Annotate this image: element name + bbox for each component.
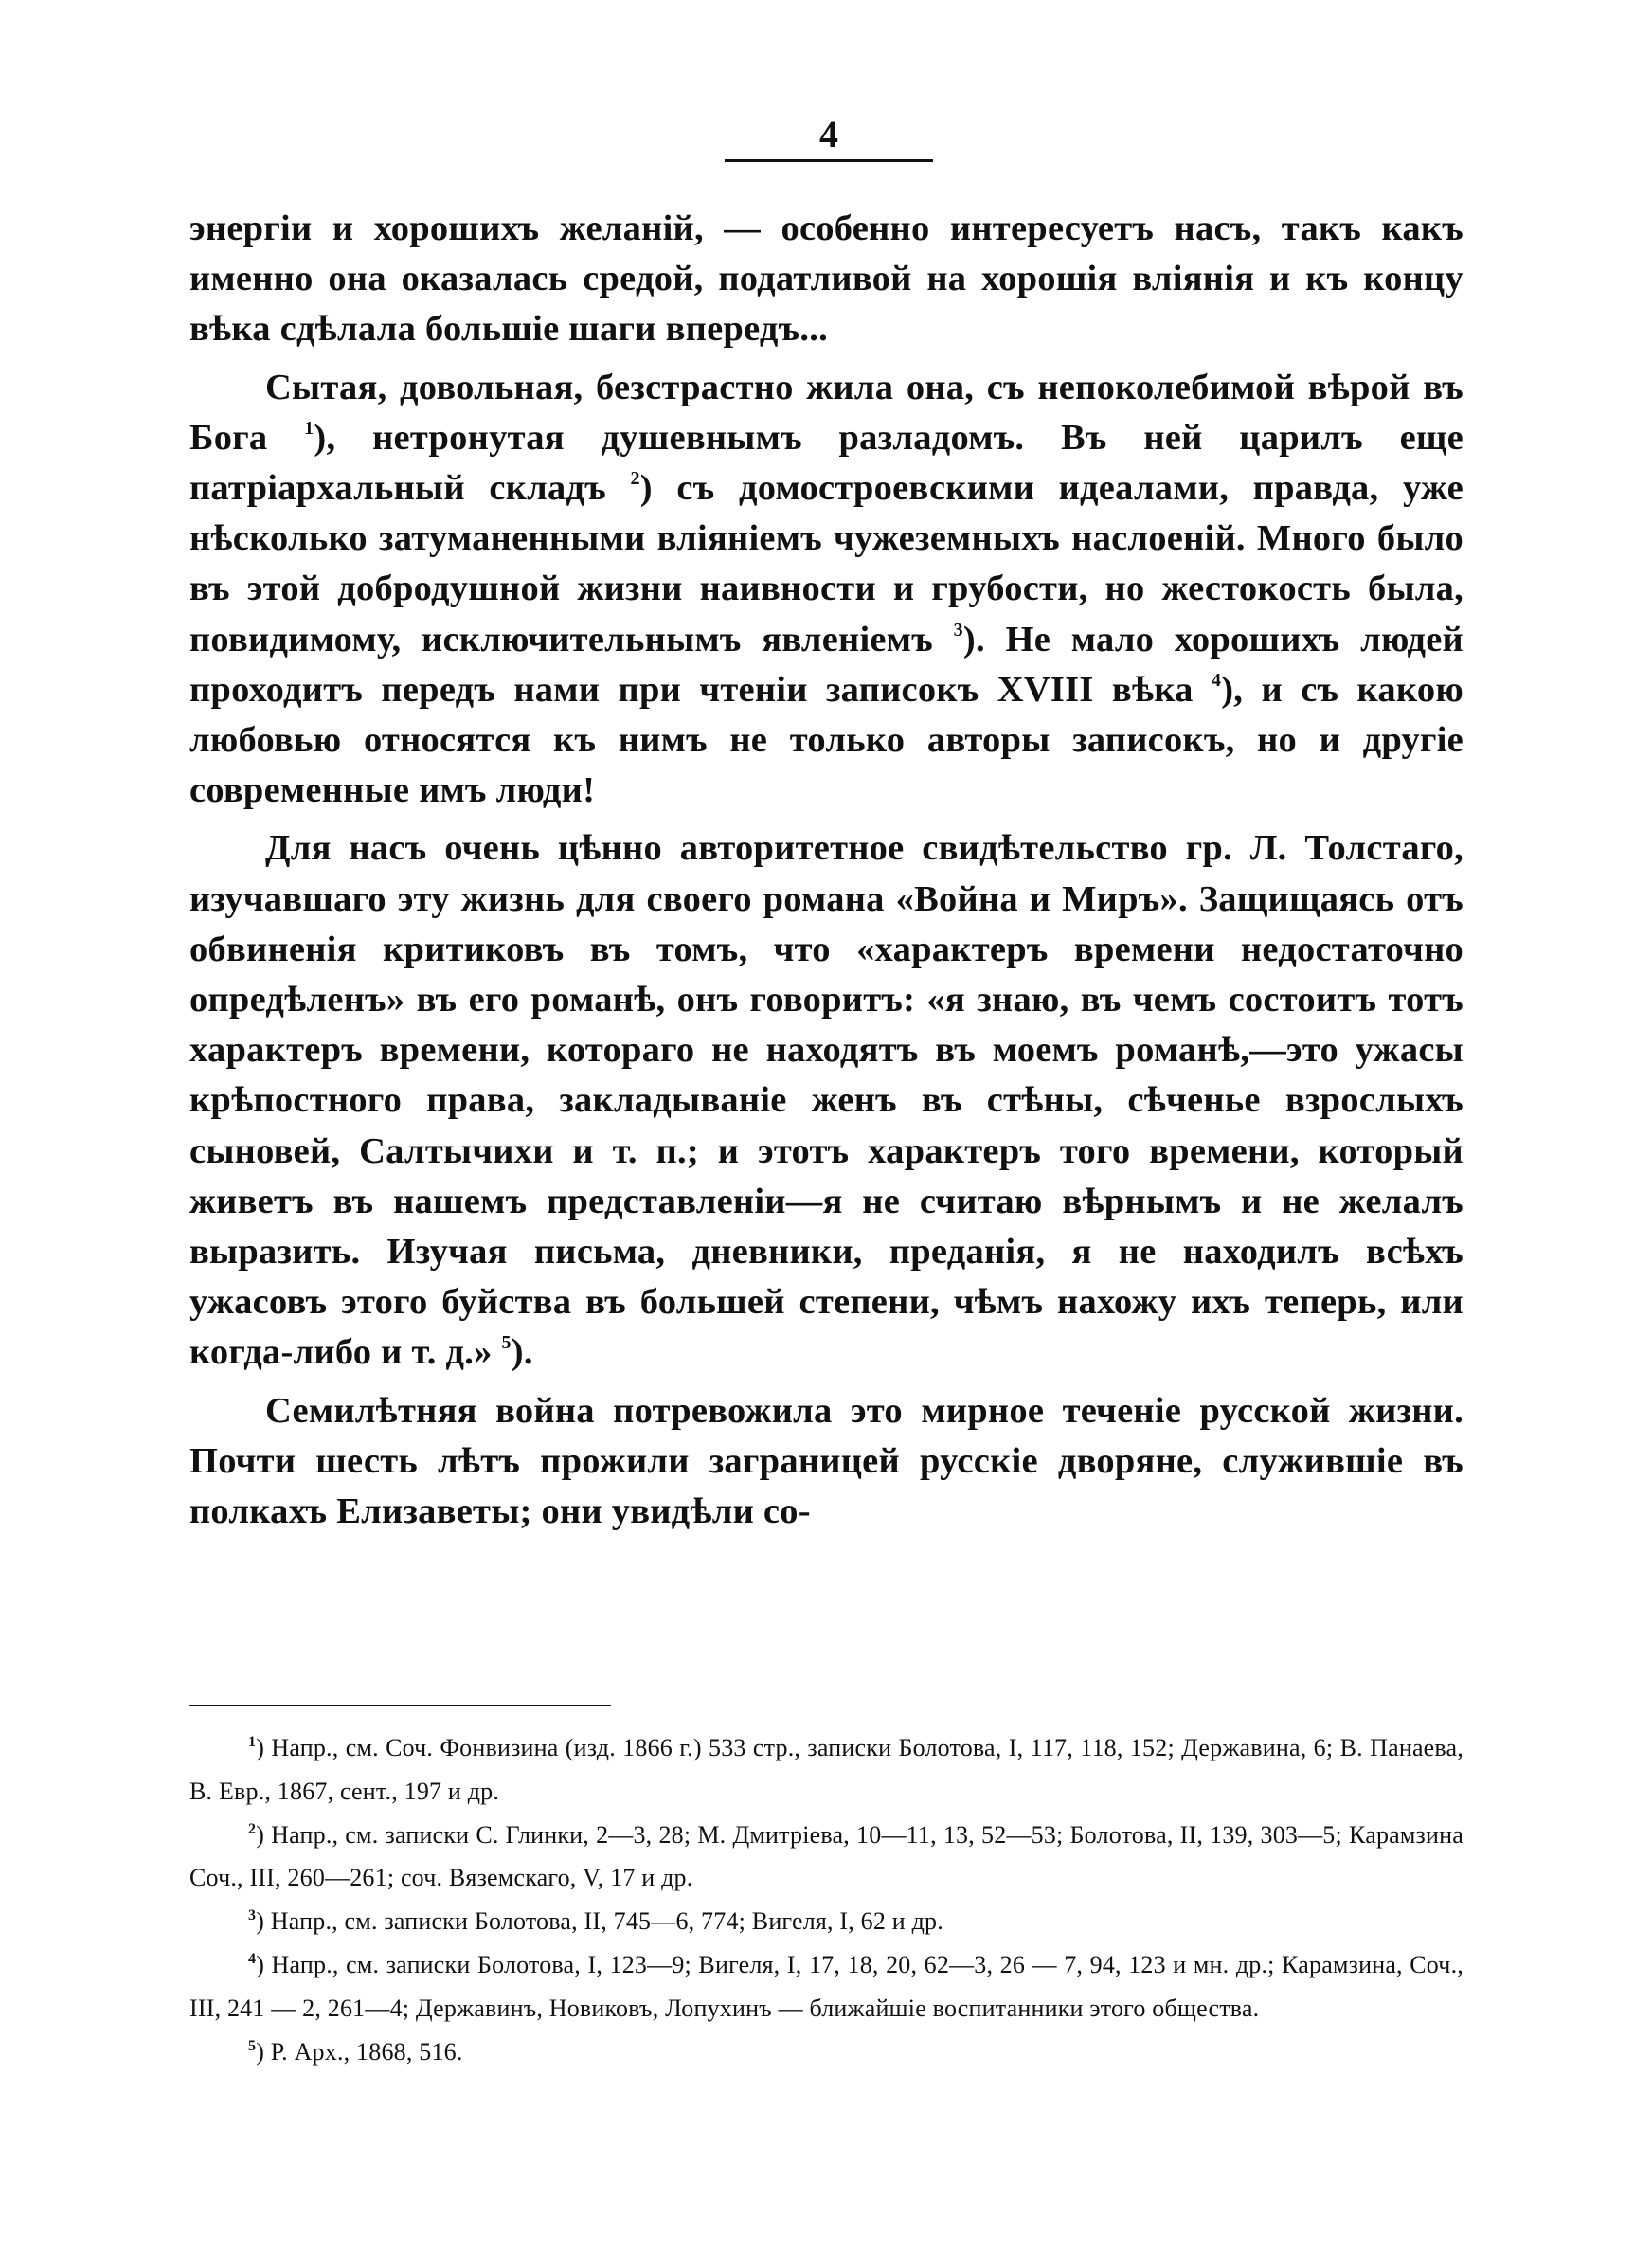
footnote — [189, 2031, 1463, 2074]
footnote-text: ) Напр., см. Соч. Фонвизина (изд. 1866 г.) 533 стр., записки Болотова, I, 117, 118, 152; Державина, 6; В. Панаева, В. Евр., 1867, сент., 197 и др. — [189, 1734, 1463, 1805]
footnote-text: ) Напр., см. записки Болотова, I, 123—9; Вигеля, I, 17, 18, 20, 62—3, 26 — 7, 94, 123 и мн. др.; Карамзина, Соч., III, 241 — 2, 261—4; Державинъ, Новиковъ, Лопухинъ — ближайшіе воспитанники этого общества. — [189, 1950, 1463, 2022]
page-number-rule — [725, 159, 933, 162]
footnote-reference: 2 — [630, 468, 640, 490]
footnotes — [189, 1726, 1463, 2073]
footnote-mark: 5 — [248, 2037, 257, 2054]
footnote — [189, 1943, 1463, 2031]
footnote-mark: 4 — [248, 1950, 257, 1967]
page-number: 4 — [819, 113, 838, 155]
footnote-reference: 1 — [304, 417, 314, 439]
footnote-text: ) Напр., см. записки Болотова, II, 745—6, 774; Вигеля, I, 62 и др. — [256, 1907, 943, 1936]
footnote-separator — [189, 1705, 611, 1706]
footnote-text: ) Напр., см. записки С. Глинки, 2—3, 28; М. Дмитріева, 10—11, 13, 52—53; Болотова, II, 139, 303—5; Карамзина Соч., III, 260—261; соч. Вяземскаго, V, 17 и др. — [189, 1820, 1463, 1892]
paragraph-text: ) съ домостроевскими идеалами, правда, уже нѣсколько затуманенными вліяніемъ чужеземныхъ наслоеній. Много было въ этой добродушной жизни наивности и грубости, но жестокость была, повидимому, исключительнымъ явленіемъ — [189, 468, 1463, 659]
footnote — [189, 1726, 1463, 1814]
paragraph — [189, 823, 1463, 1378]
paragraph-text: ). — [511, 1332, 533, 1373]
footnote-text: ) Р. Арх., 1868, 516. — [256, 2037, 463, 2066]
footnote — [189, 1900, 1463, 1943]
footnote-reference: 3 — [953, 619, 963, 641]
main-text — [189, 204, 1463, 1537]
paragraph-text: ), и съ какою любовью относятся къ нимъ не только авторы записокъ, но и другіе современные имъ люди! — [189, 669, 1464, 811]
paragraph-text: Сытая, довольная, безстрастно жила она, съ непоколебимой вѣрой въ Бога — [189, 367, 1463, 458]
footnote-reference: 4 — [1211, 669, 1222, 691]
footnote-mark: 3 — [248, 1907, 257, 1924]
footnote-mark: 1 — [248, 1734, 257, 1750]
footnote-reference: 5 — [501, 1332, 512, 1354]
paragraph-text: ). Не мало хорошихъ людей проходитъ передъ нами при чтеніи записокъ XVIII вѣка — [189, 619, 1463, 710]
footnote — [189, 1814, 1463, 1901]
paragraph-text: Для насъ очень цѣнно авторитетное свидѣтельство гр. Л. Толстаго, изучавшаго эту жизнь для своего романа «Война и Миръ». Защищаясь отъ обвиненія критиковъ въ томъ, что «характеръ времени недостаточно опредѣленъ» въ его романѣ, онъ говоритъ: «я знаю, въ чемъ состоитъ тотъ характеръ времени, котораго не находятъ въ моемъ романѣ,—это ужасы крѣпостного права, закладываніе женъ въ стѣны, сѣченье взрослыхъ сыновей, Салтычихи и т. п.; и этотъ характеръ того времени, который живетъ въ нашемъ представленіи—я не считаю вѣрнымъ и не желалъ выразить. Изучая письма, дневники, преданія, я не находилъ всѣхъ ужасовъ этого буйства въ большей степени, чѣмъ нахожу ихъ теперь, или когда-либо и т. д.» — [189, 828, 1463, 1373]
paragraph-text: ), нетронутая душевнымъ разладомъ. Въ ней царилъ еще патріархальный складъ — [189, 417, 1464, 509]
paragraph — [189, 363, 1463, 817]
paragraph: энергіи и хорошихъ желаній, — особенно интересуетъ насъ, такъ какъ именно она оказалась средой, податливой на хорошія вліянія и къ концу вѣка сдѣлала большіе шаги впередъ... — [189, 208, 1463, 350]
paragraph: Семилѣтняя война потревожила это мирное теченіе русской жизни. Почти шесть лѣтъ прожили заграницей русскіе дворяне, служившіе въ полкахъ Елизаветы; они увидѣли со- — [189, 1390, 1463, 1532]
footnote-mark: 2 — [248, 1820, 257, 1837]
